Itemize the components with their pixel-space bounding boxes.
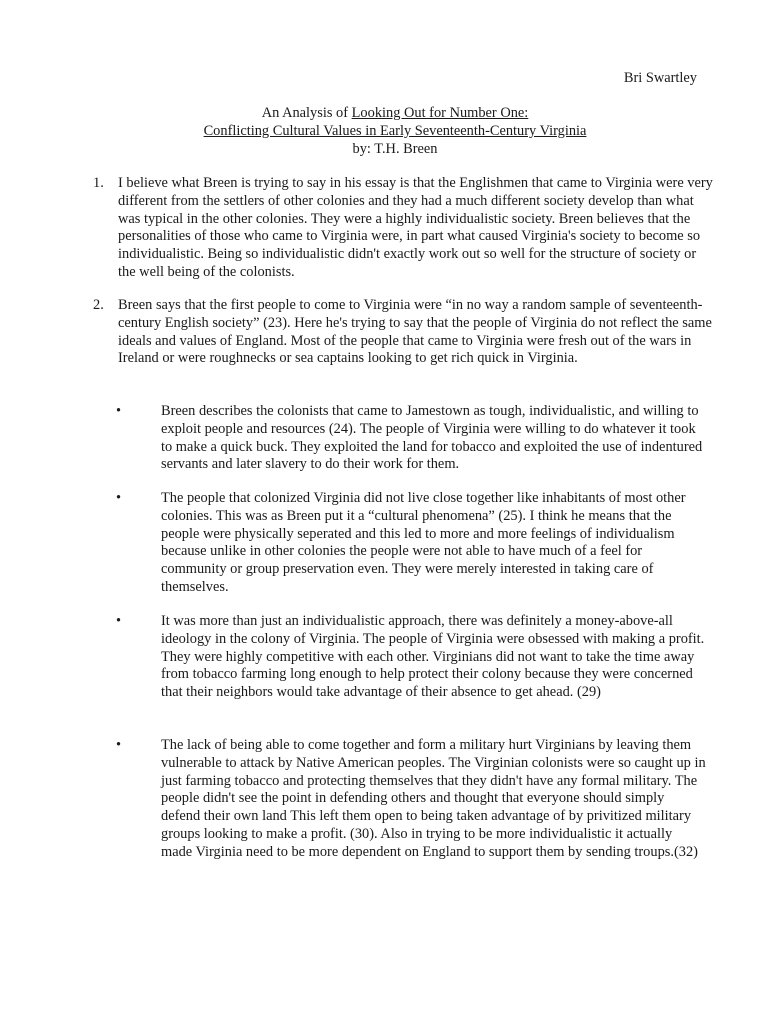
bullet-icon: • <box>116 403 122 419</box>
numbered-item-2 <box>93 297 713 368</box>
bullet-icon: • <box>116 737 122 753</box>
title-main: Looking Out for Number One: <box>351 105 529 121</box>
bullet-icon: • <box>116 613 122 629</box>
item-number: 2. <box>93 297 104 313</box>
bullet-text: The people that colonized Virginia did not live close together like inhabitants of most other colonies. This was as Breen put it a “cultural phenomena” (25). I think he means that the people were physically seperated and this led to more and more feelings of individualism because unlike in other colonies the people were not able to have much of a feel for community or group preservation even. They were merely interested in taking care of themselves. <box>161 490 686 595</box>
bullet-item-2 <box>116 490 706 597</box>
bullet-text: The lack of being able to come together and form a military hurt Virginians by leaving them vulnerable to attack by Native American peoples. The Virginian colonists were so caught up in just farming tobacco and protecting themselves that they didn't have any formal military. The people didn't see the point in defending others and thought that everyone should simply defend their own land This left them open to being taken advantage of by privitized military groups looking to make a profit. (30). Also in trying to be more individualistic it actually made Virginia need to be more dependent on England to support them by sending troups.(32) <box>161 737 706 860</box>
item-text: I believe what Breen is trying to say in his essay is that the Englishmen that came to Virginia were very different from the settlers of other colonies and they had a much different society develop than what was typical in the other colonies. They were a highly individualistic society. Breen believes that the personalities of those who came to Virginia were, in part what caused Virginia's society to become so individualistic. Being so individualistic didn't exactly work out so well for the structure of society or the well being of the colonists. <box>118 175 713 280</box>
author-name: Bri Swartley <box>623 70 697 86</box>
title-line <box>160 104 630 122</box>
bullet-item-1 <box>116 403 706 474</box>
title-prefix: An Analysis of <box>261 105 352 121</box>
byline: by: T.H. Breen <box>352 141 438 157</box>
item-number: 1. <box>93 175 104 191</box>
title-block <box>160 104 630 158</box>
bullet-item-4 <box>116 737 706 862</box>
subtitle: Conflicting Cultural Values in Early Seventeenth-Century Virginia <box>203 123 587 139</box>
bullet-text: It was more than just an individualistic approach, there was definitely a money-above-all ideology in the colony of Virginia. The people of Virginia were obsessed with making a profit. They were highly competitive with each other. Virginians did not want to take the time away from tobacco farming long enough to help protect their colony because they were concerned that their neighbors would take advantage of their absence to get ahead. (29) <box>161 613 705 701</box>
item-text: Breen says that the first people to come to Virginia were “in no way a random sample of seventeenth-century English society” (23). Here he's trying to say that the people of Virginia do not reflect the same ideals and values of England. Most of the people that came to Virginia were fresh out of the wars in Ireland or were roughnecks or sea captains looking to get rich quick in Virginia. <box>118 297 712 367</box>
numbered-item-1 <box>93 175 713 282</box>
bullet-icon: • <box>116 490 122 506</box>
bullet-item-3 <box>116 613 706 702</box>
bullet-text: Breen describes the colonists that came to Jamestown as tough, individualistic, and willing to exploit people and resources (24). The people of Virginia were willing to do whatever it took to make a quick buck. They exploited the land for tobacco and exploited the use of indentured servants and later slavery to do their work for them. <box>161 403 703 473</box>
